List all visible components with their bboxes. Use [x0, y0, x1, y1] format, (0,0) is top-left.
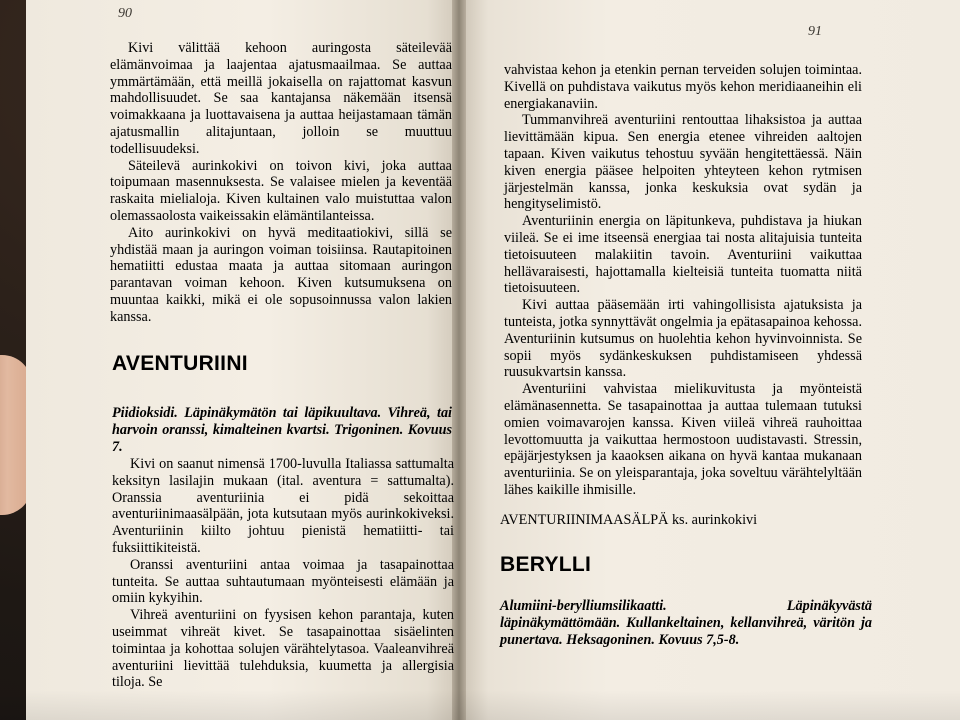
left-paragraph: Oranssi aventuriini antaa voimaa ja tasapainottaa tunteita. Se auttaa suhtautumaan myönteisesti elämään ja omiin kykyihin. — [112, 556, 454, 607]
right-page-number: 91 — [808, 24, 822, 39]
right-paragraph: Aventuriinin energia on läpitunkeva, puhdistava ja hiukan viileä. Se ei ime itseensä energiaa tai nosta alitajuisia tunteita tietoisuuteen malakiitin tavoin. Aventuriini vaikuttaa hellävaraisesti, hajottamalla kielteisiä tunteita tuomatta niitä tietoisuuteen. — [504, 213, 862, 297]
right-paragraph: Aventuriini vahvistaa mielikuvitusta ja myönteistä elämänasennetta. Se tasapainottaa ja auttaa tulemaan tutuksi omien voimavarojen kanssa. Kiven viileä vihreä rauhoittaa levottomuutta ja vaikuttaa hermostoon uudistavasti. Stressin, epäjärjestyksen ja kaaoksen aikana on hyvä kantaa mukanaan aventuriinia. Se on yleisparantaja, joka soveltuu värähtelyltään lähes kaikille ihmisille. — [504, 381, 862, 498]
left-paragraph: Vihreä aventuriini on fyysisen kehon parantaja, kuten useimmat vihreät kivet. Se tasapainottaa sisäelinten toimintaa ja kohottaa solujen värähtelytasoa. Vaaleanvihreä aventuriini lievittää tulehduksia, kuumetta ja allergisia tiloja. Se — [112, 607, 454, 691]
left-paragraph: Säteilevä aurinkokivi on toivon kivi, joka auttaa toipumaan masennuksesta. Se valaisee mielen ja keventää raskaita mielialoja. Kiven kultainen valo muistuttaa valon olemassaolosta vaikeissakin elämäntilanteissa. — [110, 157, 452, 224]
page-shadow — [0, 690, 960, 720]
right-paragraph: Kivi auttaa pääsemään irti vahingollisista ajatuksista ja tunteista, jotka synnyttävät ongelmia ja epätasapainoa kehossa. Aventuriinin kutsumus on huolehtia kehon hyvinvoinnista. Se sopii myös sydänkeskuksen puhdistamiseen yhdessä ruusukvartsin kanssa. — [504, 297, 862, 381]
mineral-description: Alumiini-berylliumsilikaatti. Läpinäkyvästä läpinäkymättömään. Kullankeltainen, kellanvihreä, väritön ja punertava. Heksagoninen. Kovuus 7,5-8. — [500, 598, 872, 648]
left-page-number: 90 — [118, 6, 132, 21]
book-gutter — [452, 0, 466, 720]
left-paragraph: Kivi on saanut nimensä 1700-luvulla Italiassa sattumalta keksityn lasilajin mukaan (ital. aventura = sattumalta). Oranssia aventuriinia ei pidä sekoittaa aventuriinimaasälpään, jota kutsutaan myös aurinkokiveksi. Aventuriinin kiilto johtuu pienistä hematiitti- tai fuksiittikiteistä. — [112, 456, 454, 556]
right-paragraph: vahvistaa kehon ja etenkin pernan terveiden solujen toimintaa. Kivellä on puhdistava vaikutus myös kehon meridiaaneihin eli energiakanaviin. — [504, 62, 862, 112]
mineral-description: Piidioksidi. Läpinäkymätön tai läpikuultava. Vihreä, tai harvoin oranssi, kimalteinen kvartsi. Trigoninen. Kovuus 7. — [112, 405, 452, 455]
cross-reference: AVENTURIINIMAASÄLPÄ ks. aurinkokivi — [500, 512, 758, 528]
section-heading-aventuriini: AVENTURIINI — [112, 352, 248, 375]
left-paragraph: Kivi välittää kehoon auringosta säteilevää elämänvoimaa ja laajentaa ajatusmaailmaa. Se auttaa ymmärtämään, että meillä jokaisella on rajattomat kasvun mahdollisuudet. Se saa kantajansa näkemään itsensä voimakkaana ja luottavaisena ja auttaa heijastamaan tämän ajatusmallin alitajuntaan, jolloin se muuttuu todellisuudeksi. — [110, 40, 452, 157]
left-paragraph: Aito aurinkokivi on hyvä meditaatiokivi, sillä se yhdistää maan ja auringon voiman toisiinsa. Rautapitoinen hematiitti edustaa maata ja auttaa sitomaan auringon parantavan voiman kehoon. Kiven kutsumuksena on muuntaa kaikki, mikä ei ole sopusoinnussa valon lakien kanssa. — [110, 224, 452, 325]
left-body-text — [112, 456, 454, 691]
left-intro-text — [110, 40, 452, 326]
section-heading-berylli: BERYLLI — [500, 553, 592, 576]
right-paragraph: Tummanvihreä aventuriini rentouttaa lihaksistoa ja auttaa lievittämään kipua. Sen energia etenee vihreiden aaltojen tapaan. Kiven vaikutus tehostuu syvään hengitettäessä. Näin kiven energia pääsee helpoiten yhteyteen kehon rytmisen järjestelmän kanssa, jonka keskuksia ovat sydän ja hengityselimistö. — [504, 112, 862, 213]
right-body-text — [504, 62, 862, 499]
